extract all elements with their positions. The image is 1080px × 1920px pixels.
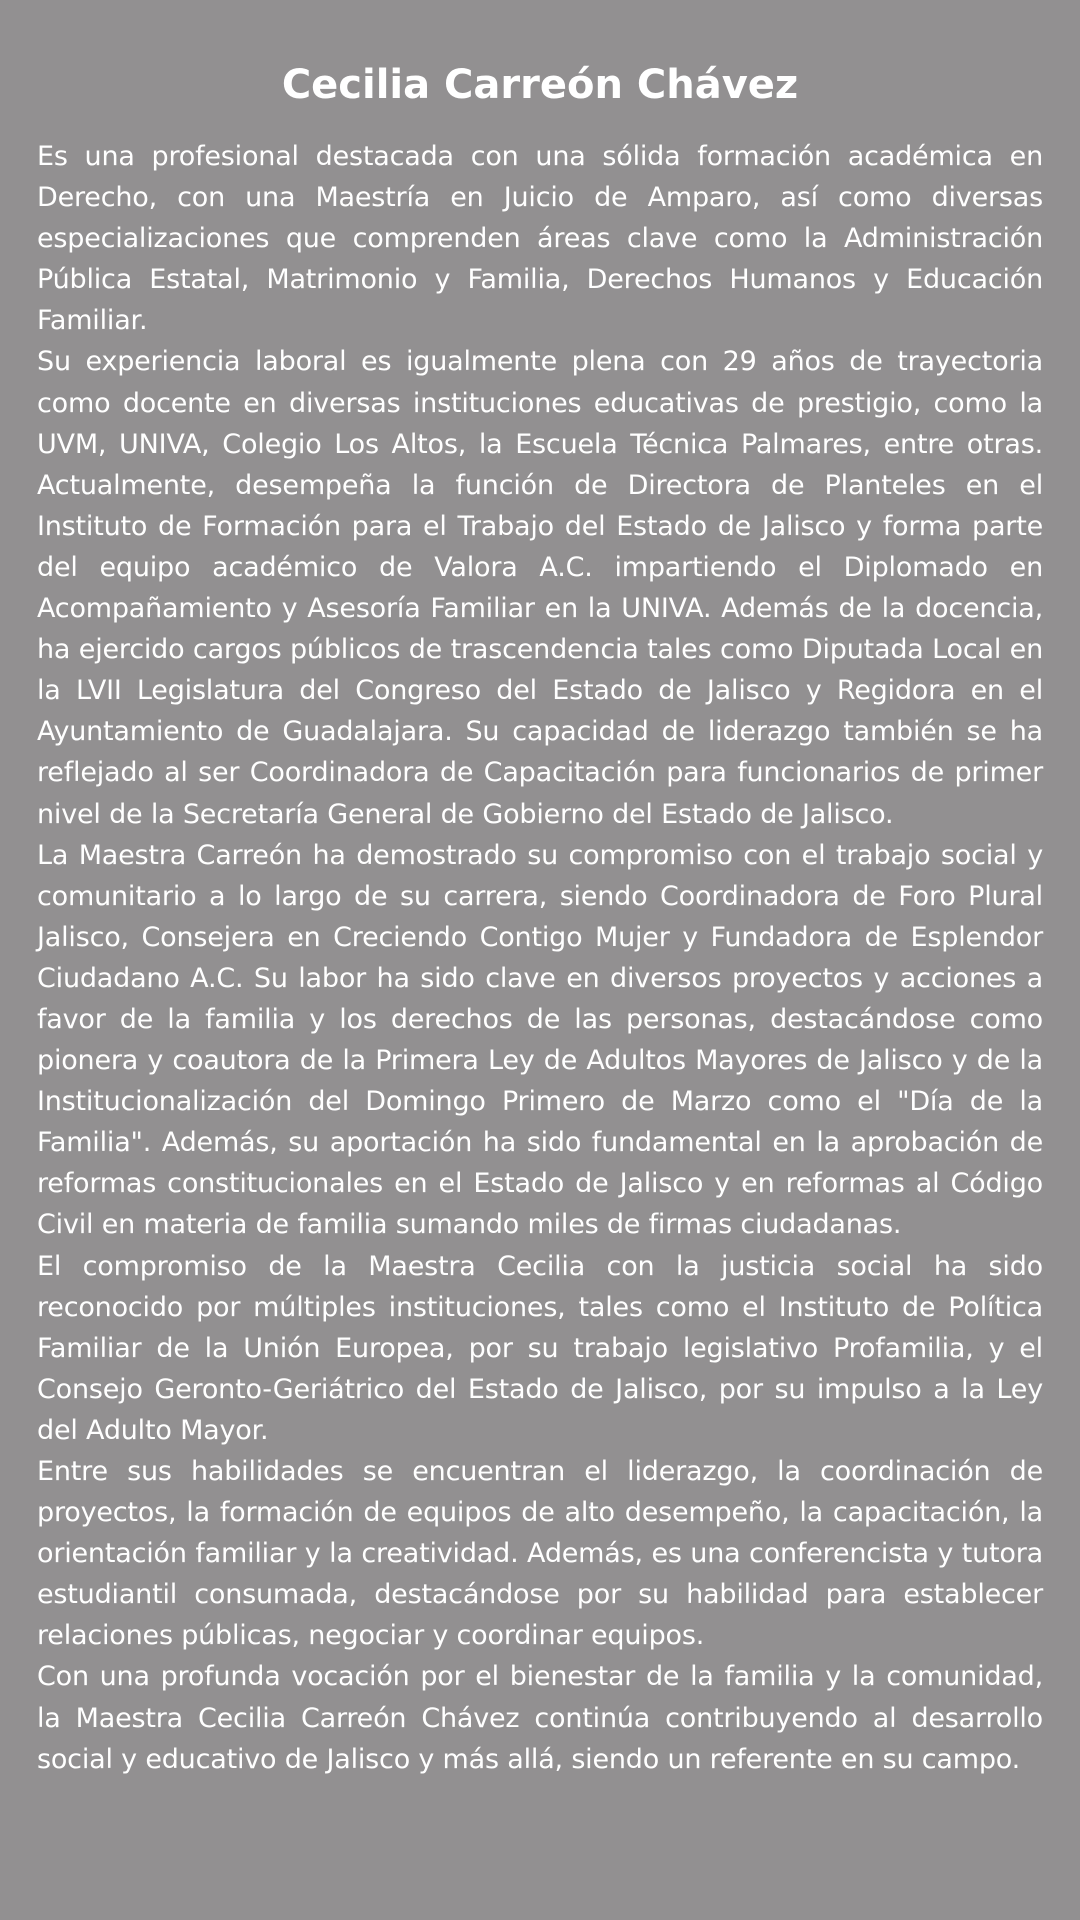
bio-paragraph-skills: Entre sus habilidades se encuentran el liderazgo, la coordinación de proyectos, la formación de equipos de alto desempeño, la capacitación, la orientación familiar y la creatividad. Además, es una conferencista y tutora estudiantil consumada, destacándose por su habilidad para establecer relaciones públicas, negociar y coordinar equipos. bbox=[37, 1456, 1043, 1652]
bio-paragraph-community-work: La Maestra Carreón ha demostrado su compromiso con el trabajo social y comunitario a lo largo de su carrera, siendo Coordinadora de Foro Plural Jalisco, Consejera en Creciendo Contigo Mujer y Fundadora de Esplendor Ciudadano A.C. Su labor ha sido clave en diversos proyectos y acciones a favor de la familia y los derechos de las personas, destacándose como pionera y coautora de la Primera Ley de Adultos Mayores de Jalisco y de la Institucionalización del Domingo Primero de Marzo como el "Día de la Familia". Además, su aportación ha sido fundamental en la aprobación de reformas constitucionales en el Estado de Jalisco y en reformas al Código Civil en materia de familia sumando miles de firmas ciudadanas. bbox=[37, 839, 1043, 1241]
bio-paragraph-experience: Su experiencia laboral es igualmente plena con 29 años de trayectoria como docente en diversas instituciones educativas de prestigio, como la UVM, UNIVA, Colegio Los Altos, la Escuela Técnica Palmares, entre otras. Actualmente, desempeña la función de Directora de Planteles en el Instituto de Formación para el Trabajo del Estado de Jalisco y forma parte del equipo académico de Valora A.C. impartiendo el Diplomado en Acompañamiento y Asesoría Familiar en la UNIVA. Además de la docencia, ha ejercido cargos públicos de trascendencia tales como Diputada Local en la LVII Legislatura del Congreso del Estado de Jalisco y Regidora en el Ayuntamiento de Guadalajara. Su capacidad de liderazgo también se ha reflejado al ser Coordinadora de Capacitación para funcionarios de primer nivel de la Secretaría General de Gobierno del Estado de Jalisco. bbox=[37, 346, 1043, 830]
bio-paragraph-closing: Con una profunda vocación por el bienestar de la familia y la comunidad, la Maestra Cecilia Carreón Chávez continúa contribuyendo al desarrollo social y educativo de Jalisco y más allá, siendo un referente en su campo. bbox=[37, 1661, 1043, 1775]
bio-paragraph-education: Es una profesional destacada con una sólida formación académica en Derecho, con una Maestría en Juicio de Amparo, así como diversas especializaciones que comprenden áreas clave como la Administración Pública Estatal, Matrimonio y Familia, Derechos Humanos y Educación Familiar. bbox=[37, 141, 1043, 337]
bio-paragraph-recognition: El compromiso de la Maestra Cecilia con la justicia social ha sido reconocido por múltiples instituciones, tales como el Instituto de Política Familiar de la Unión Europea, por su trabajo legislativo Profamilia, y el Consejo Geronto-Geriátrico del Estado de Jalisco, por su impulso a la Ley del Adulto Mayor. bbox=[37, 1250, 1043, 1446]
page-title: Cecilia Carreón Chávez bbox=[281, 62, 799, 108]
